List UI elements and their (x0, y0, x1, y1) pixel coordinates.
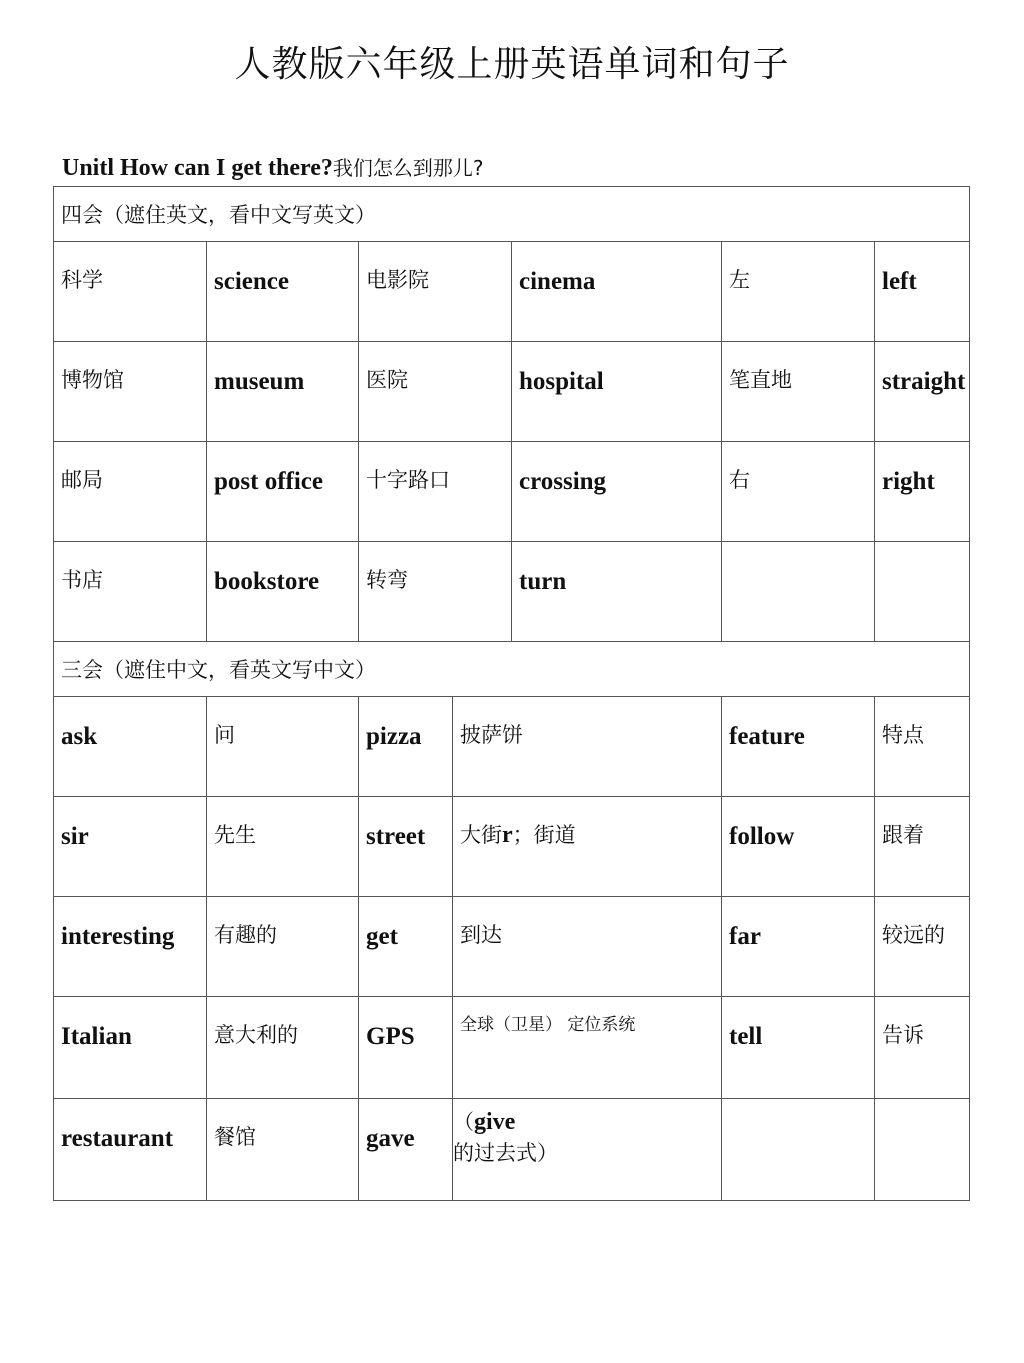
english-cell: GPS (359, 997, 453, 1099)
english-cell: pizza (359, 697, 453, 797)
english-cell: sir (54, 797, 207, 897)
english-cell: get (359, 897, 453, 997)
chinese-text: 的过去式） (453, 1141, 558, 1165)
english-cell: restaurant (54, 1099, 207, 1201)
chinese-cell: 告诉 (875, 997, 970, 1099)
chinese-cell: 先生 (207, 797, 359, 897)
chinese-cell: 较远的 (875, 897, 970, 997)
chinese-cell: 餐馆 (207, 1099, 359, 1201)
chinese-cell: 邮局 (54, 442, 207, 542)
chinese-cell: 电影院 (359, 242, 512, 342)
table-row (54, 442, 970, 542)
chinese-cell: 转弯 (359, 542, 512, 642)
english-cell: far (722, 897, 875, 997)
english-cell: cinema (512, 242, 722, 342)
four-skills-header: 四会（遮住英文，看中文写英文） (54, 187, 970, 242)
english-cell: right (875, 442, 970, 542)
table-row (54, 342, 970, 442)
vocabulary-table (53, 186, 970, 1201)
chinese-cell: 全球（卫星） 定位系统 (453, 997, 722, 1099)
chinese-text: （ (453, 1110, 474, 1134)
chinese-cell: 医院 (359, 342, 512, 442)
english-cell: post office (207, 442, 359, 542)
table-row (54, 897, 970, 997)
english-cell: follow (722, 797, 875, 897)
chinese-cell (722, 542, 875, 642)
page-title: 人教版六年级上册英语单词和句子 (234, 44, 790, 85)
chinese-cell (453, 797, 722, 897)
table-row (54, 542, 970, 642)
english-cell: museum (207, 342, 359, 442)
chinese-cell: 博物馆 (54, 342, 207, 442)
english-fragment: give (474, 1109, 516, 1135)
english-cell: left (875, 242, 970, 342)
table-row (54, 242, 970, 342)
three-skills-header: 三会（遮住中文，看英文写中文） (54, 642, 970, 697)
english-cell: interesting (54, 897, 207, 997)
english-cell: bookstore (207, 542, 359, 642)
chinese-cell: 笔直地 (722, 342, 875, 442)
english-cell: Italian (54, 997, 207, 1099)
english-cell: turn (512, 542, 722, 642)
english-cell (875, 542, 970, 642)
chinese-cell: 十字路口 (359, 442, 512, 542)
english-cell: straight (875, 342, 970, 442)
chinese-text: 大街 (460, 823, 502, 847)
table-row (54, 997, 970, 1099)
chinese-cell: 有趣的 (207, 897, 359, 997)
english-cell: crossing (512, 442, 722, 542)
english-cell: science (207, 242, 359, 342)
table-row (54, 697, 970, 797)
chinese-cell: 意大利的 (207, 997, 359, 1099)
english-cell: ask (54, 697, 207, 797)
chinese-text: ；街道 (512, 823, 576, 847)
english-cell: tell (722, 997, 875, 1099)
chinese-cell: 跟着 (875, 797, 970, 897)
english-cell: street (359, 797, 453, 897)
chinese-cell: 科学 (54, 242, 207, 342)
chinese-cell (875, 1099, 970, 1201)
chinese-cell: 左 (722, 242, 875, 342)
chinese-cell: 到达 (453, 897, 722, 997)
chinese-cell: 书店 (54, 542, 207, 642)
chinese-cell: 问 (207, 697, 359, 797)
unit-heading (62, 152, 483, 182)
table-row (54, 1099, 970, 1201)
english-fragment: r (502, 822, 513, 848)
table-row (54, 797, 970, 897)
chinese-cell (453, 1099, 722, 1201)
english-cell (722, 1099, 875, 1201)
chinese-cell: 披萨饼 (453, 697, 722, 797)
unit-heading-chinese: 我们怎么到那儿? (332, 156, 484, 180)
chinese-cell: 特点 (875, 697, 970, 797)
chinese-cell: 右 (722, 442, 875, 542)
english-cell: hospital (512, 342, 722, 442)
english-cell: gave (359, 1099, 453, 1201)
english-cell: feature (722, 697, 875, 797)
unit-heading-english: Unitl How can I get there? (62, 155, 333, 181)
